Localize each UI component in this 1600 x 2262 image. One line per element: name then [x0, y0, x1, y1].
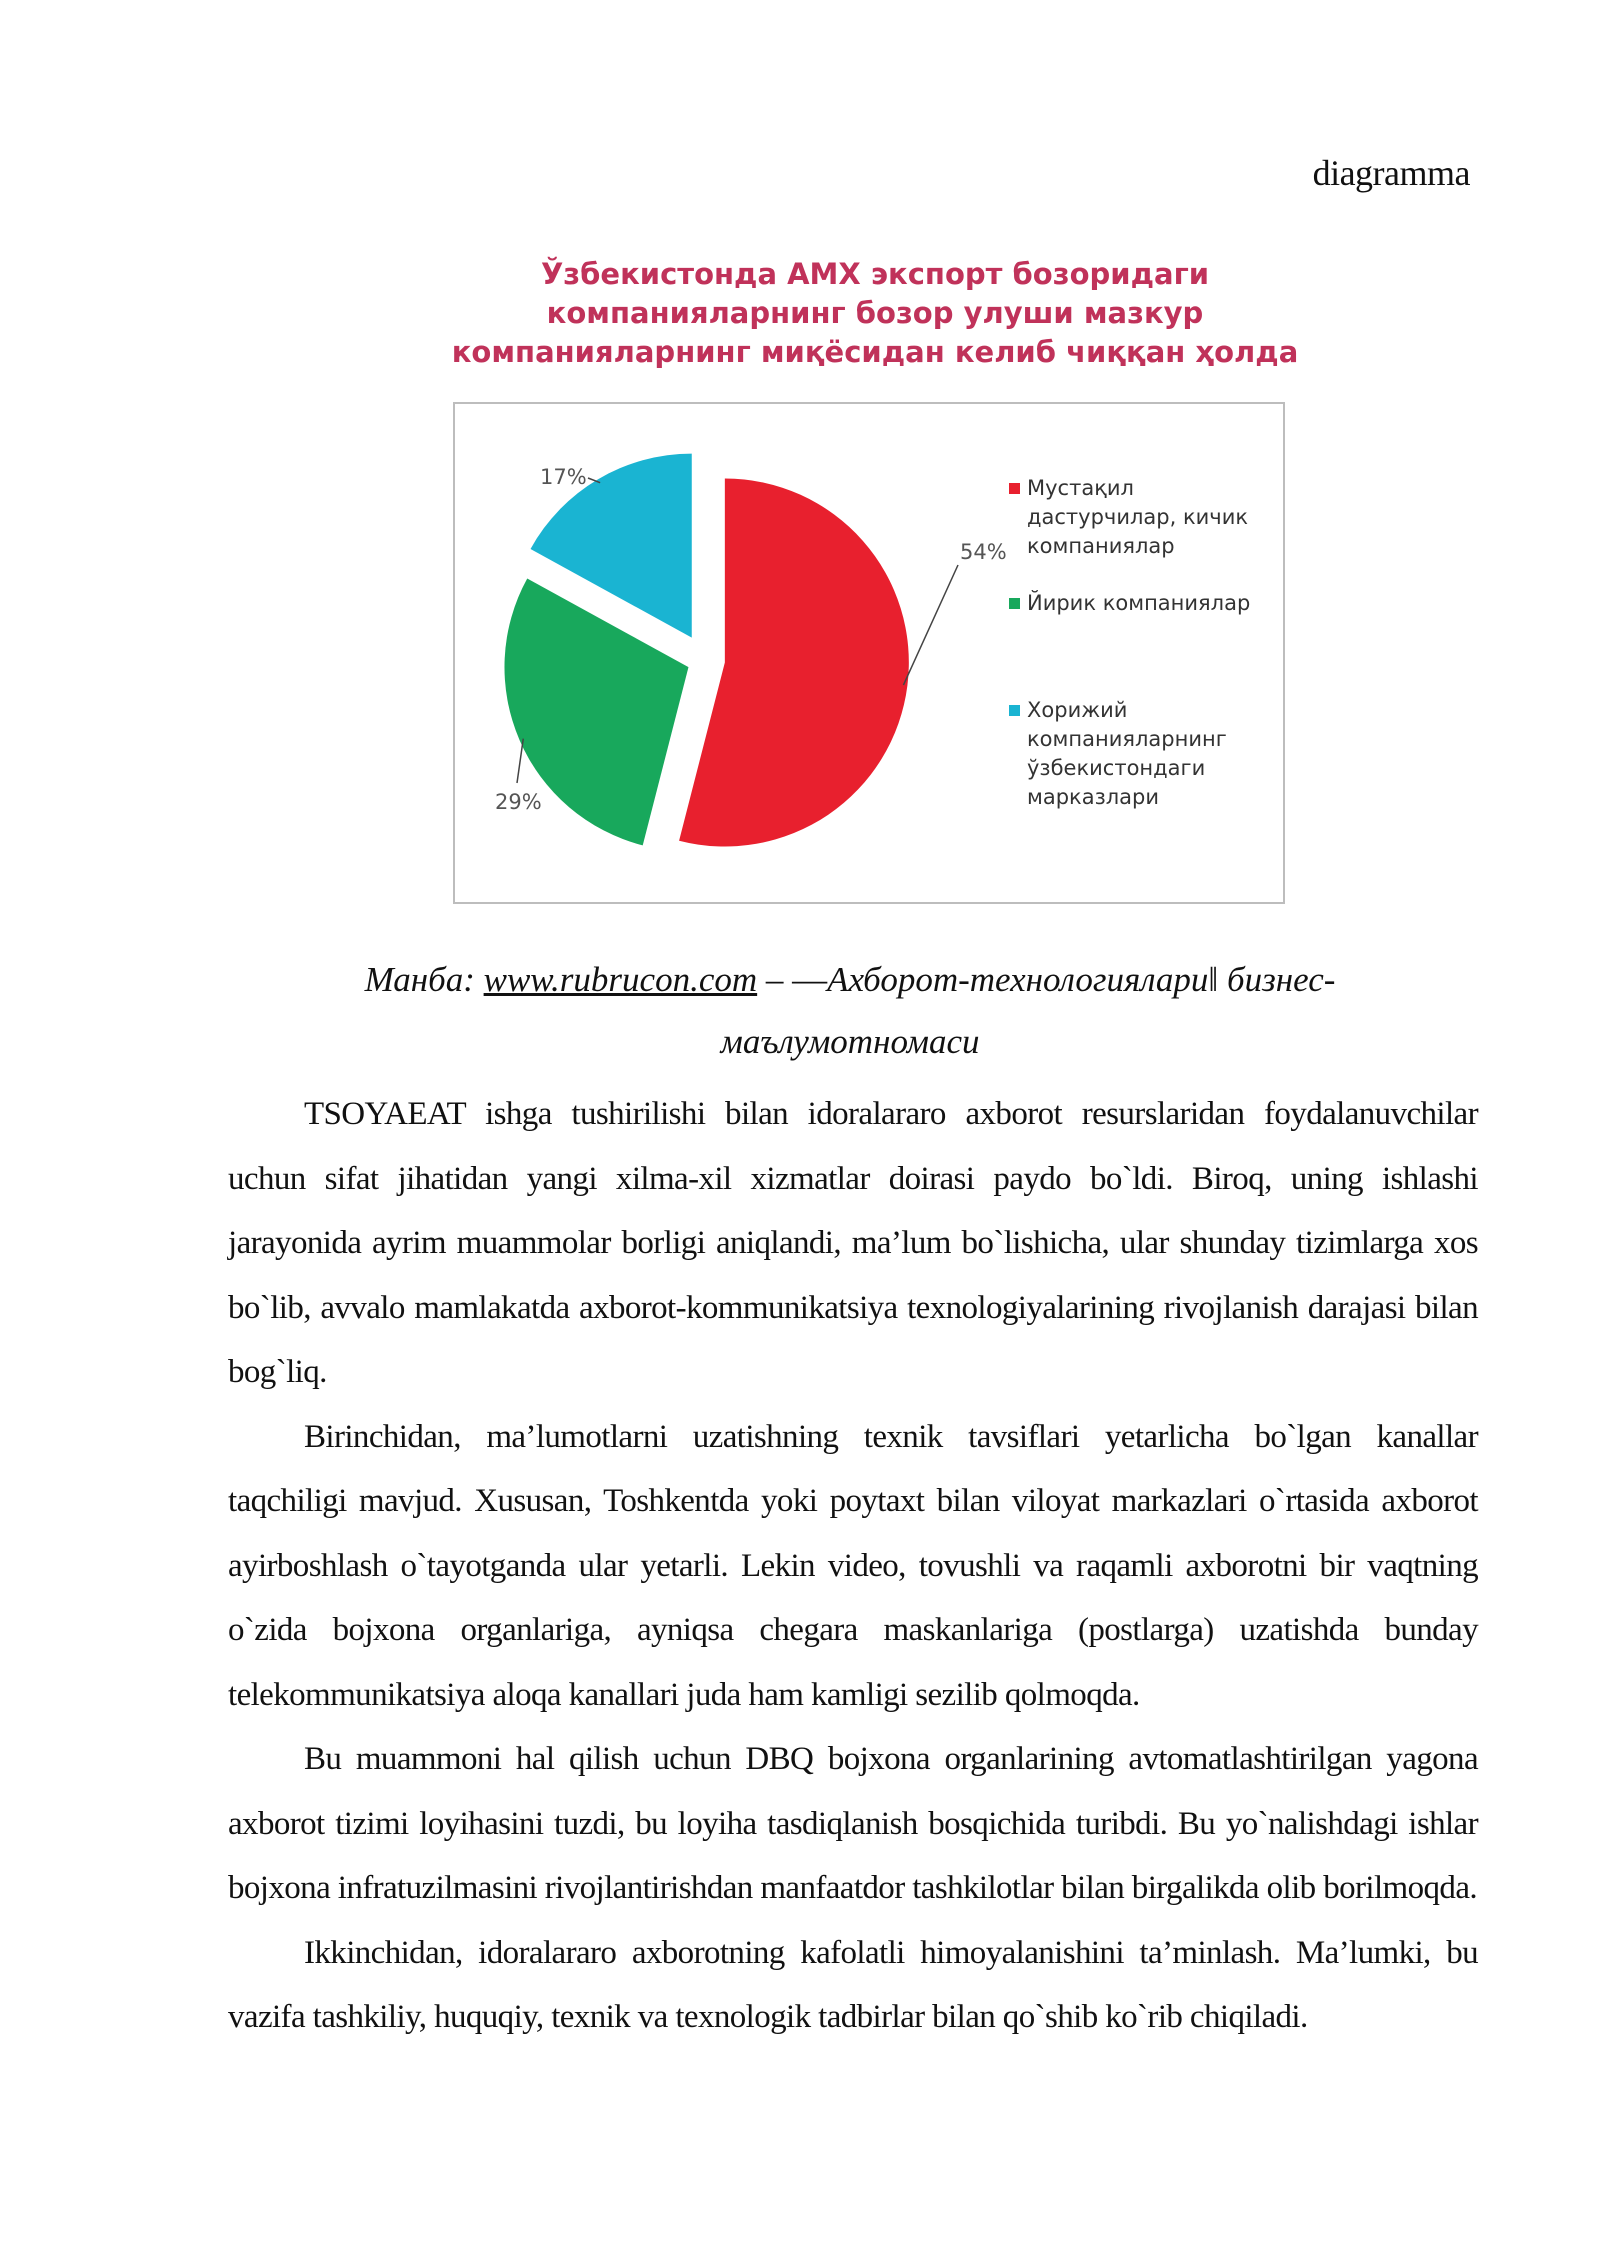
pie-data-label: 54%: [960, 540, 1007, 564]
legend-label: компаниялар: [1027, 534, 1175, 558]
source-link[interactable]: www.rubrucon.com: [483, 960, 758, 999]
paragraph: Ikkinchidan, idoralararo axborotning kafolatli himoyalanishini ta’minlash. Ma’lumki, bu vazifa tashkiliy, huquqiy, texnik va texnologik tadbirlar bilan qo`shib ko`rib chiqiladi.: [228, 1934, 1478, 2035]
paragraph: Bu muammoni hal qilish uchun DBQ bojxona organlarining avtomatlashtirilgan yagona axborot tizimi loyihasini tuzdi, bu loyiha tasdiqlanish bosqichida turibdi. Bu yo`nalishdagi ishlar bojxona infratuzilmasini rivojlantirishdan manfaatdor tashkilotlar bilan birgalikda olib borilmoqda.: [228, 1741, 1478, 1906]
legend-swatch: [1009, 705, 1020, 716]
legend-swatch: [1009, 598, 1020, 609]
legend-item-independent: [1007, 474, 1287, 561]
legend-label: Мустақил: [1027, 476, 1134, 500]
chart-title: [400, 255, 1350, 372]
pie-data-label: 29%: [495, 790, 542, 814]
pie-leader-line: [903, 565, 958, 685]
paragraph: Birinchidan, ma’lumotlarni uzatishning texnik tavsiflari yetarlicha bo`lgan kanallar taqchiligi mavjud. Xususan, Toshkentda yoki poytaxt bilan viloyat markazlari o`rtasida axborot ayirboshlash o`tayotganda ular yetarli. Lekin video, tovushli va raqamli axborotni bir vaqtning o`zida bojxona organlariga, ayniqsa chegara maskanlariga (postlarga) uzatishda bunday telekommunikatsiya aloqa kanallari juda ham kamligi sezilib qolmoqda.: [228, 1418, 1478, 1713]
legend-label: Йирик компаниялар: [1027, 591, 1251, 615]
legend-label: ўзбекистондаги: [1027, 756, 1206, 780]
caption-suffix: – ―Ахборот-технологиялари‖ бизнес-: [757, 960, 1336, 999]
figure-source-caption-line2: маълумотномаси: [720, 1022, 980, 1061]
chart-legend: [1007, 474, 1287, 812]
chart-title-line: компанияларнинг миқёсидан келиб чиққан ҳолда: [451, 335, 1299, 369]
legend-label: дастурчилар, кичик: [1027, 505, 1249, 529]
figure-source-caption: [160, 960, 1540, 1000]
caption-prefix: Манба:: [364, 960, 484, 999]
legend-label: марказлари: [1027, 785, 1160, 809]
pie-data-label: 17%: [540, 465, 587, 489]
legend-swatch: [1009, 483, 1020, 494]
pie-leader-line: [517, 739, 523, 783]
chart-title-line: Ўзбекистонда АМХ экспорт бозоридаги: [540, 257, 1210, 291]
chart-frame: [453, 402, 1285, 904]
body-text: [228, 1082, 1478, 2050]
corner-label: diagramma: [1312, 153, 1470, 193]
paragraph: TSOYAEAT ishga tushirilishi bilan idoralararo axborot resurslaridan foydalanuvchilar uchun sifat jihatidan yangi xilma-xil xizmatlar doirasi paydo bo`ldi. Biroq, uning ishlashi jarayonida ayrim muammolar borligi aniqlandi, ma’lum bo`lishicha, ular shunday tizimlarga xos bo`lib, avvalo mamlakatda axborot-kommunikatsiya texnologiyalarining rivojlanish darajasi bilan bog`liq.: [228, 1096, 1478, 1390]
legend-label: компанияларнинг: [1027, 727, 1227, 751]
pie-slice-independent: [679, 479, 909, 847]
chart-title-line: компанияларнинг бозор улуши мазкур: [546, 296, 1204, 330]
legend-label: Хорижий: [1027, 698, 1128, 722]
legend-item-foreign: [1007, 696, 1287, 812]
legend-item-large: [1007, 589, 1287, 618]
